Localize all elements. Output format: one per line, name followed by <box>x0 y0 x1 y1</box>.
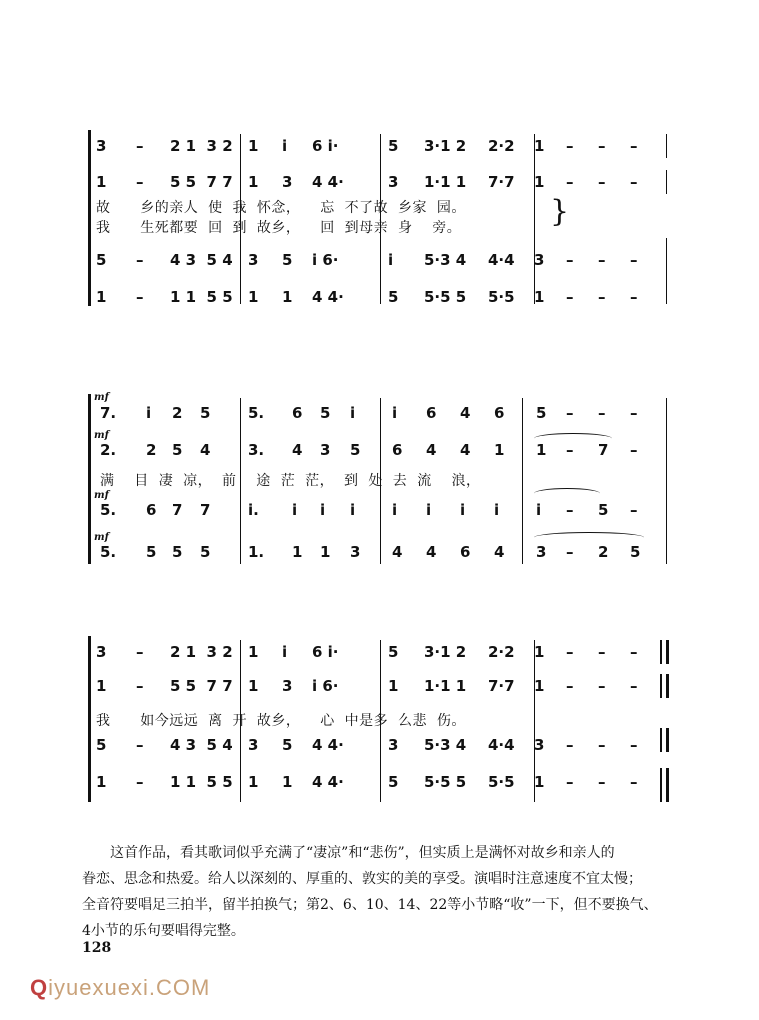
note-cell: 3 <box>388 736 399 754</box>
note-cell: – <box>630 773 638 791</box>
note-cell: 3 <box>536 543 547 561</box>
note-cell: i <box>388 251 394 269</box>
note-cell: 7. <box>100 404 117 422</box>
note-cell: – <box>598 404 606 422</box>
barline <box>666 170 667 194</box>
note-cell: 1 <box>388 677 399 695</box>
note-cell: 1 1 5 5 <box>170 773 233 791</box>
note-cell: 3. <box>248 441 265 459</box>
note-cell: 1·1 1 <box>424 173 467 191</box>
lyric-line: 满 目 凄 凉， 前 途 茫 茫， 到 处 去 流 浪， <box>100 473 481 489</box>
note-cell: 4 <box>292 441 303 459</box>
system-bracket <box>88 636 91 802</box>
note-cell: 1 <box>282 773 293 791</box>
note-cell: 3 <box>534 736 545 754</box>
note-cell: i <box>392 404 398 422</box>
note-cell: 3·1 2 <box>424 643 467 661</box>
note-cell: – <box>136 173 144 191</box>
note-cell: – <box>566 643 574 661</box>
note-cell: 4·4 <box>488 251 515 269</box>
page-number: 128 <box>82 940 112 956</box>
final-barline <box>660 768 662 802</box>
note-cell: i <box>292 501 298 519</box>
note-cell: 1 <box>534 677 545 695</box>
note-cell: 3 <box>534 251 545 269</box>
note-cell: i <box>426 501 432 519</box>
note-cell: 5 <box>282 736 293 754</box>
note-cell: 4 3 5 4 <box>170 251 233 269</box>
note-cell: – <box>136 137 144 155</box>
commentary-line: 这首作品，看其歌词似乎充满了“凄凉”和“悲伤”，但实质上是满怀对故乡和亲人的 <box>110 845 615 861</box>
note-cell: 4 <box>392 543 403 561</box>
note-cell: 5. <box>248 404 265 422</box>
note-cell: 5 <box>598 501 609 519</box>
note-cell: 1 <box>282 288 293 306</box>
note-cell: 1 <box>534 643 545 661</box>
note-cell: 2 <box>598 543 609 561</box>
commentary-line: 全音符要唱足三拍半，留半拍换气；第2、6、10、14、22等小节略“收”一下，但不要换气、 <box>82 897 658 913</box>
note-cell: i <box>536 501 542 519</box>
note-cell: 5·3 4 <box>424 736 467 754</box>
note-cell: 1 <box>534 137 545 155</box>
note-cell: 4 4· <box>312 173 344 191</box>
note-cell: 5. <box>100 543 117 561</box>
note-cell: 1 <box>534 288 545 306</box>
note-cell: 1·1 1 <box>424 677 467 695</box>
note-cell: 6 <box>494 404 505 422</box>
note-cell: 3 <box>320 441 331 459</box>
note-cell: 4 4· <box>312 736 344 754</box>
note-cell: 6 i· <box>312 643 339 661</box>
note-cell: 5. <box>100 501 117 519</box>
note-cell: 4 3 5 4 <box>170 736 233 754</box>
note-cell: 2 1 3 2 <box>170 643 233 661</box>
note-cell: 3 <box>248 736 259 754</box>
commentary-line: 4小节的乐句要唱得完整。 <box>82 923 245 939</box>
note-cell: – <box>630 441 638 459</box>
note-cell: 4 <box>200 441 211 459</box>
note-cell: – <box>566 404 574 422</box>
note-cell: 4 <box>426 441 437 459</box>
final-barline <box>660 728 662 752</box>
note-cell: 5 <box>282 251 293 269</box>
note-cell: 7·7 <box>488 677 515 695</box>
note-cell: 6 <box>426 404 437 422</box>
final-barline <box>666 640 669 664</box>
note-cell: – <box>566 137 574 155</box>
note-cell: – <box>566 736 574 754</box>
note-cell: – <box>598 137 606 155</box>
note-cell: 3 <box>350 543 361 561</box>
note-cell: i <box>350 501 356 519</box>
final-barline <box>660 640 662 664</box>
note-cell: 1 <box>248 643 259 661</box>
dynamic-mark: mf <box>94 430 109 441</box>
system-bracket <box>88 130 91 306</box>
note-cell: – <box>136 288 144 306</box>
note-cell: – <box>566 251 574 269</box>
note-cell: i <box>350 404 356 422</box>
tie-3-2-5 <box>534 532 644 543</box>
note-cell: 7 <box>200 501 211 519</box>
commentary-line: 眷恋、思念和热爱。给人以深刻的、厚重的、敦实的美的享受。演唱时注意速度不宜太慢； <box>82 871 642 887</box>
note-cell: 5·5 <box>488 773 515 791</box>
note-cell: 6 <box>460 543 471 561</box>
note-cell: – <box>566 543 574 561</box>
note-cell: 3 <box>96 137 107 155</box>
note-cell: 1 <box>248 677 259 695</box>
watermark-text: iyuexuexi.COM <box>48 975 211 1000</box>
note-cell: 5·5 5 <box>424 773 467 791</box>
note-cell: 4 <box>460 404 471 422</box>
note-cell: – <box>566 441 574 459</box>
note-cell: 3·1 2 <box>424 137 467 155</box>
note-cell: – <box>566 288 574 306</box>
note-cell: – <box>136 643 144 661</box>
note-cell: – <box>566 501 574 519</box>
final-barline <box>666 768 669 802</box>
dynamic-mark: mf <box>94 532 109 543</box>
watermark <box>30 975 210 1001</box>
note-cell: – <box>598 251 606 269</box>
note-cell: 1 <box>96 773 107 791</box>
note-cell: 5 <box>146 543 157 561</box>
note-cell: 5 <box>200 404 211 422</box>
note-cell: 2 <box>172 404 183 422</box>
note-cell: 5 <box>388 137 399 155</box>
final-barline <box>660 674 662 698</box>
note-cell: – <box>630 501 638 519</box>
note-cell: 4 <box>494 543 505 561</box>
final-barline <box>666 728 669 752</box>
note-cell: – <box>136 736 144 754</box>
note-cell: – <box>598 677 606 695</box>
lyric-line: 我 如今远远 离 开 故乡， 心 中是多 么悲 伤。 <box>96 713 466 729</box>
note-cell: 6 <box>392 441 403 459</box>
note-cell: 6 <box>146 501 157 519</box>
note-cell: 7·7 <box>488 173 515 191</box>
watermark-q: Q <box>30 975 49 1000</box>
note-cell: 5 <box>320 404 331 422</box>
note-cell: 4 <box>426 543 437 561</box>
note-cell: 5 <box>388 643 399 661</box>
note-cell: 1 <box>536 441 547 459</box>
note-cell: i 6· <box>312 251 339 269</box>
note-cell: i <box>460 501 466 519</box>
note-cell: 1 <box>248 137 259 155</box>
note-cell: 7 <box>172 501 183 519</box>
note-cell: – <box>630 643 638 661</box>
commentary <box>82 840 682 944</box>
note-cell: 1 <box>248 173 259 191</box>
note-cell: 5 5 7 7 <box>170 173 233 191</box>
note-cell: i <box>146 404 152 422</box>
lyric-line: 我 生死都要 回 到 故乡， 回 到母亲 身 旁。 <box>96 220 462 236</box>
note-cell: 5 <box>200 543 211 561</box>
barline <box>666 398 667 564</box>
note-cell: 2·2 <box>488 137 515 155</box>
note-cell: 1 <box>534 773 545 791</box>
note-cell: 5 <box>388 288 399 306</box>
note-cell: 2 1 3 2 <box>170 137 233 155</box>
note-cell: 1 <box>534 173 545 191</box>
note-cell: 4·4 <box>488 736 515 754</box>
note-cell: – <box>566 773 574 791</box>
note-cell: 1 <box>292 543 303 561</box>
note-cell: – <box>136 773 144 791</box>
final-barline <box>666 674 669 698</box>
note-cell: 3 <box>282 173 293 191</box>
note-cell: 7 <box>598 441 609 459</box>
note-cell: 3 <box>388 173 399 191</box>
note-cell: 3 <box>248 251 259 269</box>
note-cell: 1. <box>248 543 265 561</box>
note-cell: 1 <box>96 288 107 306</box>
note-cell: 1 <box>248 288 259 306</box>
note-cell: 5 <box>96 736 107 754</box>
note-cell: – <box>598 736 606 754</box>
note-cell: i. <box>248 501 259 519</box>
note-cell: 4 4· <box>312 288 344 306</box>
note-cell: 4 4· <box>312 773 344 791</box>
note-cell: – <box>598 288 606 306</box>
note-cell: – <box>630 736 638 754</box>
barline <box>522 398 523 564</box>
note-cell: 5·5 5 <box>424 288 467 306</box>
note-cell: 3 <box>96 643 107 661</box>
note-cell: 5·5 <box>488 288 515 306</box>
note-cell: – <box>598 173 606 191</box>
note-cell: – <box>598 643 606 661</box>
note-cell: – <box>630 173 638 191</box>
note-cell: 1 <box>96 173 107 191</box>
note-cell: 2. <box>100 441 117 459</box>
note-cell: 5 <box>96 251 107 269</box>
system-bracket <box>88 394 91 564</box>
note-cell: 4 <box>460 441 471 459</box>
note-cell: – <box>566 173 574 191</box>
note-cell: – <box>630 677 638 695</box>
note-cell: 5 5 7 7 <box>170 677 233 695</box>
dynamic-mark: mf <box>94 392 109 403</box>
note-cell: 3 <box>282 677 293 695</box>
note-cell: i <box>494 501 500 519</box>
note-cell: 6 <box>292 404 303 422</box>
note-cell: i <box>320 501 326 519</box>
note-cell: – <box>630 137 638 155</box>
note-cell: 2·2 <box>488 643 515 661</box>
note-cell: – <box>136 251 144 269</box>
note-cell: i <box>282 643 288 661</box>
note-cell: 5 <box>350 441 361 459</box>
barline <box>534 134 535 304</box>
note-cell: 5 <box>630 543 641 561</box>
note-cell: – <box>630 251 638 269</box>
barline <box>666 238 667 304</box>
note-cell: 1 <box>96 677 107 695</box>
note-cell: 5 <box>172 543 183 561</box>
note-cell: i 6· <box>312 677 339 695</box>
note-cell: 2 <box>146 441 157 459</box>
note-cell: 6 i· <box>312 137 339 155</box>
note-cell: 5·3 4 <box>424 251 467 269</box>
note-cell: 1 1 5 5 <box>170 288 233 306</box>
note-cell: 1 <box>494 441 505 459</box>
note-cell: 1 <box>320 543 331 561</box>
note-cell: i <box>282 137 288 155</box>
note-cell: – <box>630 288 638 306</box>
tie-i-5 <box>534 488 600 499</box>
note-cell: i <box>392 501 398 519</box>
note-cell: 5 <box>172 441 183 459</box>
dynamic-mark: mf <box>94 490 109 501</box>
note-cell: – <box>630 404 638 422</box>
barline <box>666 134 667 158</box>
note-cell: – <box>566 677 574 695</box>
note-cell: 5 <box>388 773 399 791</box>
note-cell: 5 <box>536 404 547 422</box>
note-cell: 1 <box>248 773 259 791</box>
note-cell: – <box>598 773 606 791</box>
lyric-line: 故 乡的亲人 使 我 怀念， 忘 不了故 乡家 园。 <box>96 200 466 216</box>
lyric-brace: } <box>550 194 570 229</box>
note-cell: – <box>136 677 144 695</box>
